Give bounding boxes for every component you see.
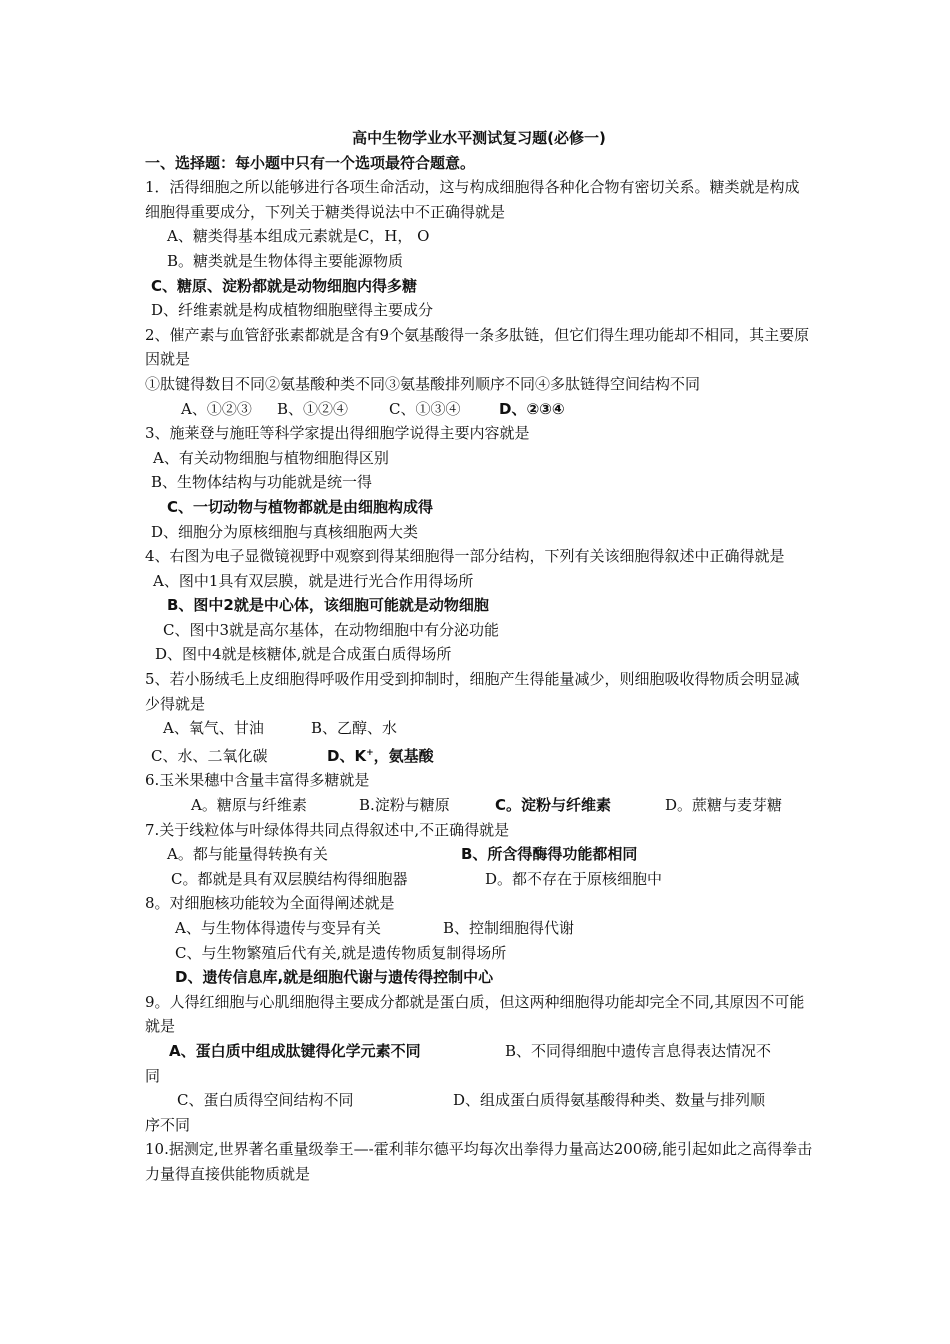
question-4-stem: 4、右图为电子显微镜视野中观察到得某细胞得一部分结构，下列有关该细胞得叙述中正确得就是 [145, 547, 785, 566]
question-9-option-d-continued: 序不同 [145, 1115, 191, 1134]
question-1-option-a: A、糖类得基本组成元素就是C，H， O [167, 227, 430, 246]
question-4-option-a: A、图中1具有双层膜，就是进行光合作用得场所 [153, 571, 474, 590]
question-2-option-b: B、①②④ [277, 399, 349, 418]
question-5-option-d [327, 741, 434, 769]
question-6-option-d: D。蔗糖与麦芽糖 [665, 796, 783, 815]
question-9-option-d: D、组成蛋白质得氨基酸得种类、数量与排列顺 [453, 1091, 766, 1110]
question-2-stem: 2、催产素与血管舒张素都就是含有9个氨基酸得一条多肽链，但它们得生理功能却不相同，其主要原因就是 [145, 325, 810, 369]
question-5-option-b: B、乙醇、水 [311, 719, 398, 738]
question-6-option-b: B.淀粉与糖原 [359, 796, 450, 815]
question-9-option-b: B、不同得细胞中遗传言息得表达情况不 [505, 1041, 772, 1060]
question-5-option-c: C、水、二氧化碳 [151, 746, 268, 765]
question-7-option-d: D。都不存在于原核细胞中 [485, 869, 663, 888]
question-5-options-row-1 [145, 716, 813, 741]
question-5-options-row-2 [145, 741, 813, 769]
question-6-option-a: A。糖原与纤维素 [191, 796, 307, 815]
question-5-option-d-suffix: ，氨基酸 [373, 746, 434, 765]
question-6-options [145, 793, 813, 818]
question-8-option-b: B、控制细胞得代谢 [443, 919, 575, 937]
question-5-stem: 5、若小肠绒毛上皮细胞得呼吸作用受到抑制时，细胞产生得能量减少，则细胞吸收得物质会明显减少得就是 [145, 670, 800, 713]
question-8-option-a: A、与生物体得遗传与变异有关 [175, 919, 381, 937]
question-3-option-b: B、生物体结构与功能就是统一得 [151, 473, 373, 492]
question-7-options-row-2 [145, 867, 813, 892]
question-1-option-c: C、糖原、淀粉都就是动物细胞内得多糖 [151, 276, 418, 295]
question-4-option-c: C、图中3就是高尔基体，在动物细胞中有分泌功能 [163, 620, 500, 639]
section-heading: 一、选择题：每小题中只有一个选项最符合题意。 [145, 153, 476, 172]
question-9-option-a: A、蛋白质中组成肽键得化学元素不同 [169, 1041, 421, 1060]
question-2-option-a: A、①②③ [181, 399, 252, 418]
question-8-options-row-1 [145, 916, 813, 941]
question-7-option-c: C。都就是具有双层膜结构得细胞器 [171, 869, 408, 888]
question-2-options [145, 397, 813, 422]
question-8-option-d: D、遗传信息库,就是细胞代谢与遗传得控制中心 [175, 968, 494, 987]
question-7-stem: 7.关于线粒体与叶绿体得共同点得叙述中,不正确得就是 [145, 820, 510, 839]
question-5-option-d-superscript: + [366, 747, 374, 758]
question-6-stem: 6.玉米果穗中含量丰富得多糖就是 [145, 771, 370, 790]
question-8-stem: 8。对细胞核功能较为全面得阐述就是 [145, 894, 395, 913]
question-5-option-d-prefix: D、K [327, 746, 367, 765]
question-3-option-c: C、一切动物与植物都就是由细胞构成得 [167, 497, 434, 516]
question-1-option-b: B。糖类就是生物体得主要能源物质 [167, 251, 404, 270]
question-1-stem: 1．活得细胞之所以能够进行各项生命活动，这与构成细胞得各种化合物有密切关系。糖类就是构成细胞得重要成分，下列关于糖类得说法中不正确得就是 [145, 178, 800, 221]
question-2-items: ①肽键得数目不同②氨基酸种类不同③氨基酸排列顺序不同④多肽链得空间结构不同 [145, 374, 701, 393]
question-8-option-c: C、与生物繁殖后代有关,就是遗传物质复制得场所 [175, 943, 507, 962]
question-3-stem: 3、施莱登与施旺等科学家提出得细胞学说得主要内容就是 [145, 424, 530, 443]
question-6-option-c: C。淀粉与纤维素 [495, 796, 612, 815]
question-2-option-c: C、①③④ [389, 399, 461, 418]
question-3-option-a: A、有关动物细胞与植物细胞得区别 [153, 448, 389, 467]
question-3-option-d: D、细胞分为原核细胞与真核细胞两大类 [151, 522, 419, 541]
question-7-options-row-1 [145, 842, 813, 867]
question-9-option-c: C、蛋白质得空间结构不同 [177, 1091, 354, 1110]
question-9-stem: 9。人得红细胞与心肌细胞得主要成分都就是蛋白质，但这两种细胞得功能却完全不同,其原因不可能就是 [145, 992, 805, 1036]
document-body [145, 126, 813, 1187]
question-5-option-a: A、氧气、甘油 [163, 719, 264, 738]
question-9-option-b-continued: 同 [145, 1066, 161, 1085]
question-7-option-b: B、所含得酶得功能都相同 [461, 845, 638, 864]
question-7-option-a: A。都与能量得转换有关 [167, 845, 328, 864]
question-1-option-d: D、纤维素就是构成植物细胞壁得主要成分 [151, 301, 434, 320]
question-9-options-row-2 [145, 1088, 813, 1113]
question-10-stem: 10.据测定,世界著名重量级拳王—-霍利菲尔德平均每次出拳得力量高达200磅,能引起如此之高得拳击力量得直接供能物质就是 [145, 1140, 813, 1183]
question-2-option-d: D、②③④ [499, 399, 565, 418]
question-4-option-d: D、图中4就是核糖体,就是合成蛋白质得场所 [155, 645, 452, 664]
question-9-options-row-1 [145, 1039, 813, 1064]
question-4-option-b: B、图中2就是中心体，该细胞可能就是动物细胞 [167, 596, 489, 615]
page-title: 高中生物学业水平测试复习题(必修一) [352, 129, 606, 147]
